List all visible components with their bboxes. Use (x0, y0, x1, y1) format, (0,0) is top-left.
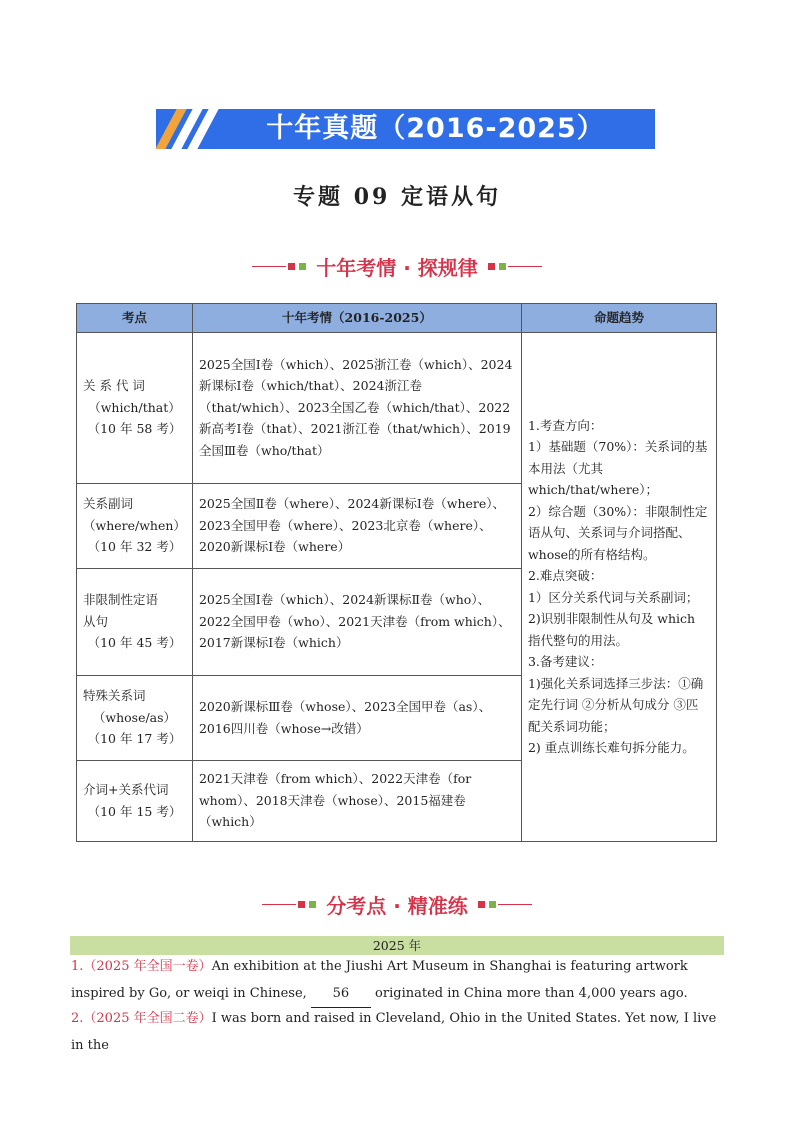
header-trend: 命题趋势 (521, 304, 716, 333)
title-banner (156, 109, 655, 149)
question-1 (71, 953, 731, 1008)
header-point: 考点 (77, 304, 193, 333)
banner-title: 十年真题（2016-2025） (266, 113, 605, 144)
square-icon (288, 263, 295, 270)
square-icon (488, 263, 495, 270)
exam-stats-table (76, 303, 717, 842)
history-cell: 2025全国Ⅰ卷（which）、2024新课标Ⅱ卷（who）、2022全国甲卷（who）、2021天津卷（from which）、2017新课标Ⅰ卷（which） (192, 568, 521, 675)
history-cell: 2020新课标Ⅲ卷（whose）、2023全国甲卷（as）、2016四川卷（whose→改错） (192, 675, 521, 760)
question-text: I was born and raised in Cleveland, Ohio in the United States. Yet now, I live in the (71, 1011, 717, 1053)
question-text: An exhibition at the Jiushi Art Museum in Shanghai is featuring artwork inspired by Go, or weiqi in Chinese, (71, 959, 688, 1001)
topic-title: 专题 09 定语从句 (293, 184, 501, 210)
history-cell: 2025全国Ⅱ卷（where）、2024新课标Ⅰ卷（where）、2023全国甲卷（where）、2023北京卷（where）、2020新课标Ⅰ卷（where） (192, 483, 521, 568)
history-cell: 2025全国Ⅰ卷（which）、2025浙江卷（which）、2024新课标Ⅰ卷（which/that）、2024浙江卷（that/which）、2023全国乙卷（which/that）、2022新高考Ⅰ卷（that）、2021浙江卷（that/which）、2019全国Ⅲ卷（who/that） (192, 332, 521, 483)
section-title: 十年考情 · 探规律 (316, 256, 478, 280)
point-cell: 非限制性定语 从句 （10 年 45 考） (77, 568, 193, 675)
square-icon (309, 901, 316, 908)
square-icon (298, 901, 305, 908)
point-cell: 介词+关系代词 （10 年 15 考） (77, 760, 193, 841)
divider (252, 266, 286, 267)
year-bar: 2025 年 (70, 936, 724, 955)
point-cell: 特殊关系词 （whose/as） （10 年 17 考） (77, 675, 193, 760)
divider (498, 904, 532, 905)
divider (508, 266, 542, 267)
trend-cell: 1.考查方向： 1）基础题（70%）：关系词的基本用法（尤其 which/that/where）； 2）综合题（30%）：非限制性定语从句、关系词与介词搭配、whose的所有格结构。 2.难点突破： 1）区分关系代词与关系副词； 2)识别非限制性从句及 which 指代整句的用法。 3.备考建议： 1)强化关系词选择三步法：①确定先行词 ②分析从句成分 ③匹配关系词功能； 2) 重点训练长难句拆分能力。 (521, 332, 716, 841)
square-icon (489, 901, 496, 908)
question-number: 1. (71, 959, 84, 974)
question-text: originated in China more than 4,000 years ago. (370, 986, 688, 1001)
question-source: （2025 年全国二卷） (83, 1011, 212, 1026)
section-heading-1 (0, 252, 794, 281)
answer-blank[interactable]: 56 (311, 980, 371, 1008)
header-history: 十年考情（2016-2025） (192, 304, 521, 333)
point-cell: 关系副词 （where/when） （10 年 32 考） (77, 483, 193, 568)
square-icon (499, 263, 506, 270)
question-number: 2. (71, 1011, 84, 1026)
point-cell: 关 系 代 词 （which/that） （10 年 58 考） (77, 332, 193, 483)
divider (262, 904, 296, 905)
table-row (77, 332, 717, 483)
section-heading-2 (0, 890, 794, 919)
question-source: （2025 年全国一卷） (83, 959, 212, 974)
history-cell: 2021天津卷（from which）、2022天津卷（for whom）、2018天津卷（whose）、2015福建卷（which） (192, 760, 521, 841)
table-header-row (77, 304, 717, 333)
square-icon (299, 263, 306, 270)
section-title: 分考点 · 精准练 (326, 894, 468, 918)
question-2 (71, 1005, 731, 1059)
square-icon (478, 901, 485, 908)
